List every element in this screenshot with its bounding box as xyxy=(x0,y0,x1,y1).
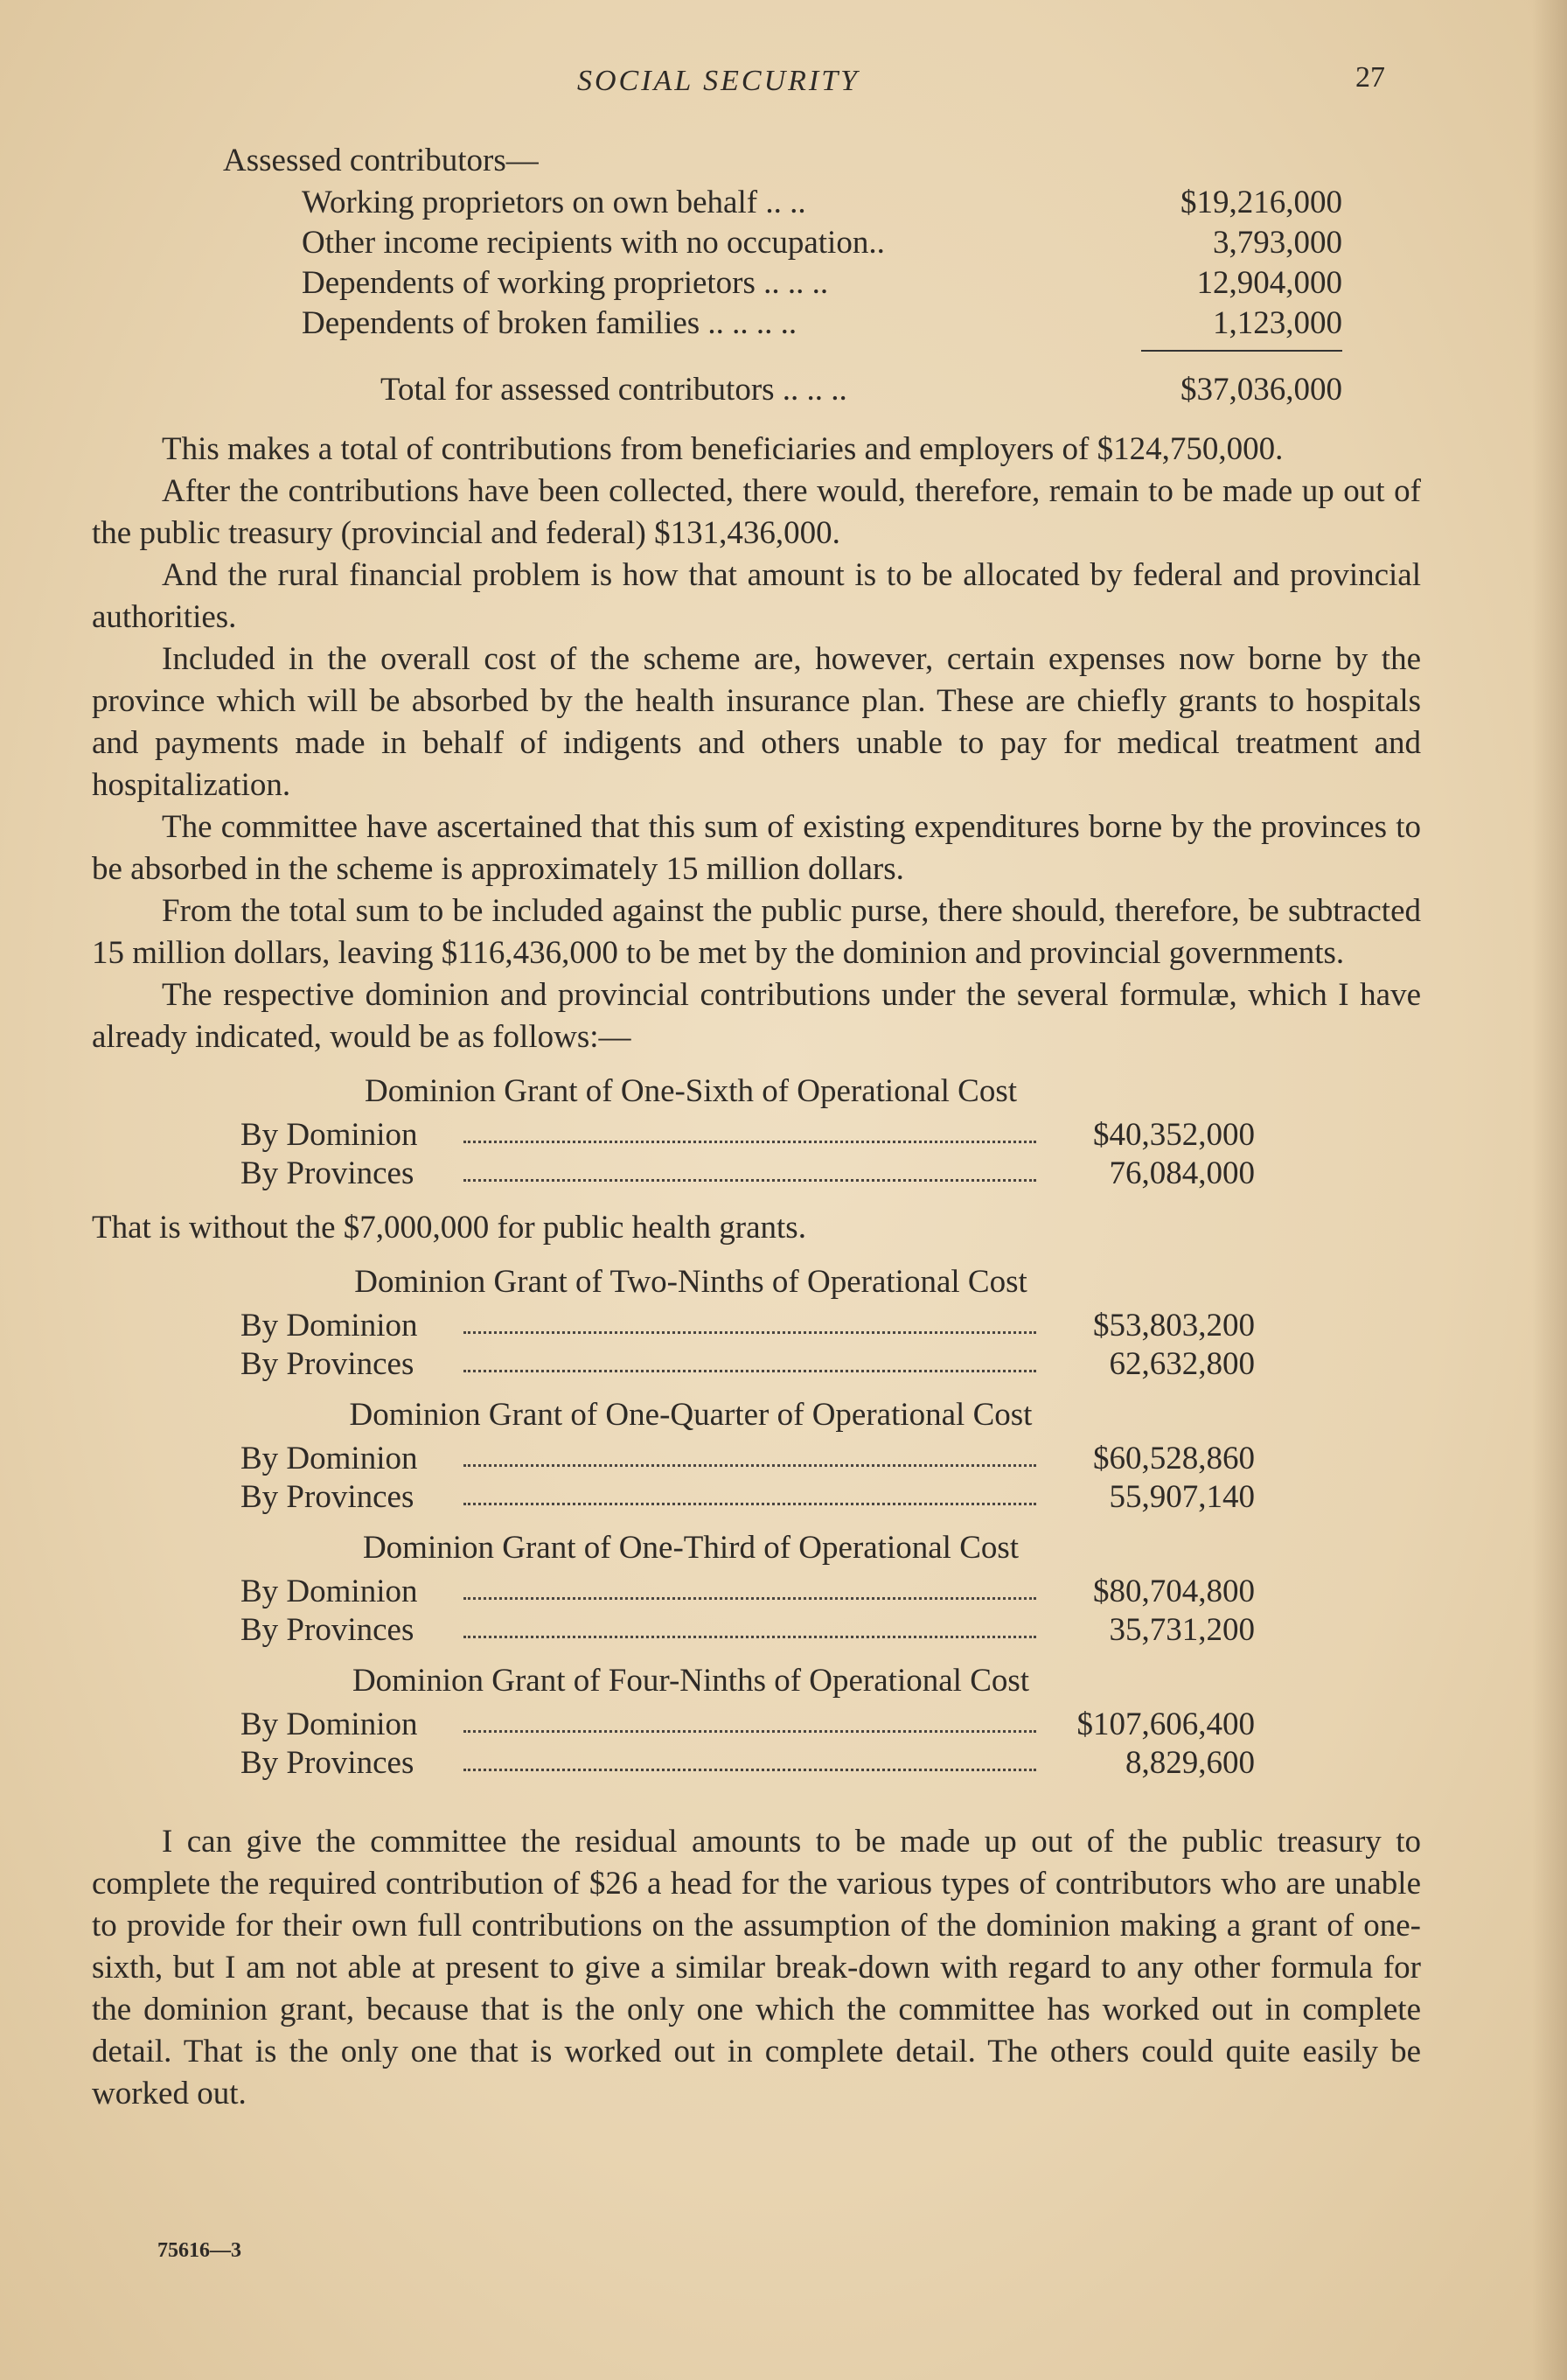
assessed-total-amount: $37,036,000 xyxy=(1180,372,1342,408)
grant-one-third xyxy=(92,1527,1421,1648)
paragraph: The committee have ascertained that this sum of existing expenditures borne by the provinces to be absorbed in the scheme is approximately 15 million dollars. xyxy=(92,809,1421,887)
dominion-amount: $60,528,860 xyxy=(1093,1441,1255,1476)
dominion-label: By Dominion xyxy=(240,1706,418,1742)
assessed-total-label: Total for assessed contributors .. .. .. xyxy=(380,372,847,408)
dot-leader xyxy=(463,1769,1036,1771)
dot-leader xyxy=(463,1331,1036,1334)
assessed-row xyxy=(223,262,1342,303)
provinces-amount: 76,084,000 xyxy=(1109,1155,1255,1191)
page-header xyxy=(0,61,1567,105)
assessed-row xyxy=(223,222,1342,262)
running-head: SOCIAL SECURITY xyxy=(577,65,860,97)
grant-dominion-row xyxy=(240,1571,1255,1609)
grant-title: Dominion Grant of Four-Ninths of Operational Cost xyxy=(352,1663,1030,1699)
dominion-label: By Dominion xyxy=(240,1574,418,1609)
grant-provinces-row xyxy=(240,1609,1255,1648)
assessed-heading: Assessed contributors— xyxy=(223,143,539,178)
closing-section xyxy=(92,1821,1421,2115)
provinces-amount: 62,632,800 xyxy=(1109,1346,1255,1382)
grant-one-sixth xyxy=(92,1071,1421,1249)
assessed-row-label: Working proprietors on own behalf .. .. xyxy=(302,185,806,220)
printer-code: 75616—3 xyxy=(157,2239,241,2262)
assessed-row xyxy=(223,182,1342,222)
provinces-label: By Provinces xyxy=(240,1745,414,1781)
dot-leader xyxy=(463,1370,1036,1372)
assessed-row-label: Dependents of working proprietors .. .. .. xyxy=(302,265,829,301)
grant-dominion-row xyxy=(240,1305,1255,1344)
assessed-row-label: Dependents of broken families .. .. .. .. xyxy=(302,305,797,341)
provinces-amount: 35,731,200 xyxy=(1109,1612,1255,1648)
paragraph: And the rural financial problem is how that amount is to be allocated by federal and provincial authorities. xyxy=(92,557,1421,635)
grant-one-quarter xyxy=(92,1394,1421,1515)
page-edge-shadow xyxy=(1532,0,1567,2380)
assessed-row-amount: 12,904,000 xyxy=(1196,265,1342,301)
grant-provinces-row xyxy=(240,1742,1255,1781)
assessed-row-amount: 3,793,000 xyxy=(1213,225,1342,261)
dominion-label: By Dominion xyxy=(240,1117,418,1153)
grant-dominion-row xyxy=(240,1704,1255,1742)
assessed-contributors-table xyxy=(223,140,1342,409)
dot-leader xyxy=(463,1636,1036,1638)
grant-title: Dominion Grant of One-Sixth of Operational Cost xyxy=(364,1073,1018,1109)
assessed-row-amount: 1,123,000 xyxy=(1213,305,1342,341)
provinces-amount: 55,907,140 xyxy=(1109,1479,1255,1515)
dot-leader xyxy=(463,1503,1036,1505)
paragraph: The respective dominion and provincial contributions under the several formulæ, which I have already indicated, would be as follows:— xyxy=(92,977,1421,1055)
grant-dominion-row xyxy=(240,1438,1255,1476)
paragraph: This makes a total of contributions from beneficiaries and employers of $124,750,000. xyxy=(162,431,1284,467)
dominion-amount: $53,803,200 xyxy=(1093,1308,1255,1344)
assessed-row xyxy=(223,303,1342,343)
grant-provinces-row xyxy=(240,1476,1255,1515)
grant-provinces-row xyxy=(240,1344,1255,1382)
assessed-total-row xyxy=(223,369,1342,409)
dot-leader xyxy=(463,1141,1036,1143)
dot-leader xyxy=(463,1597,1036,1600)
provinces-amount: 8,829,600 xyxy=(1125,1745,1255,1781)
grant-provinces-row xyxy=(240,1153,1255,1191)
total-rule xyxy=(1141,350,1342,352)
paragraph: After the contributions have been collected, there would, therefore, remain to be made up out of the public treasury (provincial and federal) $131,436,000. xyxy=(92,473,1421,551)
dot-leader xyxy=(463,1464,1036,1467)
assessed-row-amount: $19,216,000 xyxy=(1180,185,1342,220)
provinces-label: By Provinces xyxy=(240,1155,414,1191)
grant-dominion-row xyxy=(240,1114,1255,1153)
grant-title: Dominion Grant of Two-Ninths of Operational Cost xyxy=(354,1264,1027,1300)
provinces-label: By Provinces xyxy=(240,1346,414,1382)
dominion-amount: $107,606,400 xyxy=(1076,1706,1255,1742)
page-body xyxy=(92,140,1421,2115)
grant-title: Dominion Grant of One-Quarter of Operational Cost xyxy=(349,1397,1033,1433)
assessed-row-label: Other income recipients with no occupation.. xyxy=(302,225,885,261)
provinces-label: By Provinces xyxy=(240,1479,414,1515)
grant-two-ninths xyxy=(92,1261,1421,1382)
dominion-amount: $40,352,000 xyxy=(1093,1117,1255,1153)
provinces-label: By Provinces xyxy=(240,1612,414,1648)
dominion-label: By Dominion xyxy=(240,1441,418,1476)
page-number: 27 xyxy=(1355,61,1385,94)
closing-paragraph: I can give the committee the residual amounts to be made up out of the public treasury to complete the required contribution of $26 a head for the various types of contributors who are unable to provide for their own full contributions on the assumption of the dominion making a grant of one-sixth, but I am not able at present to give a similar break-down with regard to any other formula for the dominion grant, because that is the only one which the committee has worked out in complete detail. That is the only one that is worked out in complete detail. The others could quite easily be worked out. xyxy=(92,1824,1421,2111)
paragraph: Included in the overall cost of the scheme are, however, certain expenses now borne by the province which will be absorbed by the health insurance plan. These are chiefly grants to hospitals and payments made in behalf of indigents and others unable to pay for medical treatment and hospitalization. xyxy=(92,641,1421,803)
paragraph: From the total sum to be included against the public purse, there should, therefore, be subtracted 15 million dollars, leaving $116,436,000 to be met by the dominion and provincial governments. xyxy=(92,893,1421,971)
dot-leader xyxy=(463,1730,1036,1733)
grant-note: That is without the $7,000,000 for public health grants. xyxy=(92,1210,806,1246)
dot-leader xyxy=(463,1179,1036,1182)
grant-four-ninths xyxy=(92,1660,1421,1781)
grant-title: Dominion Grant of One-Third of Operational Cost xyxy=(362,1530,1020,1566)
dominion-label: By Dominion xyxy=(240,1308,418,1344)
dominion-amount: $80,704,800 xyxy=(1093,1574,1255,1609)
